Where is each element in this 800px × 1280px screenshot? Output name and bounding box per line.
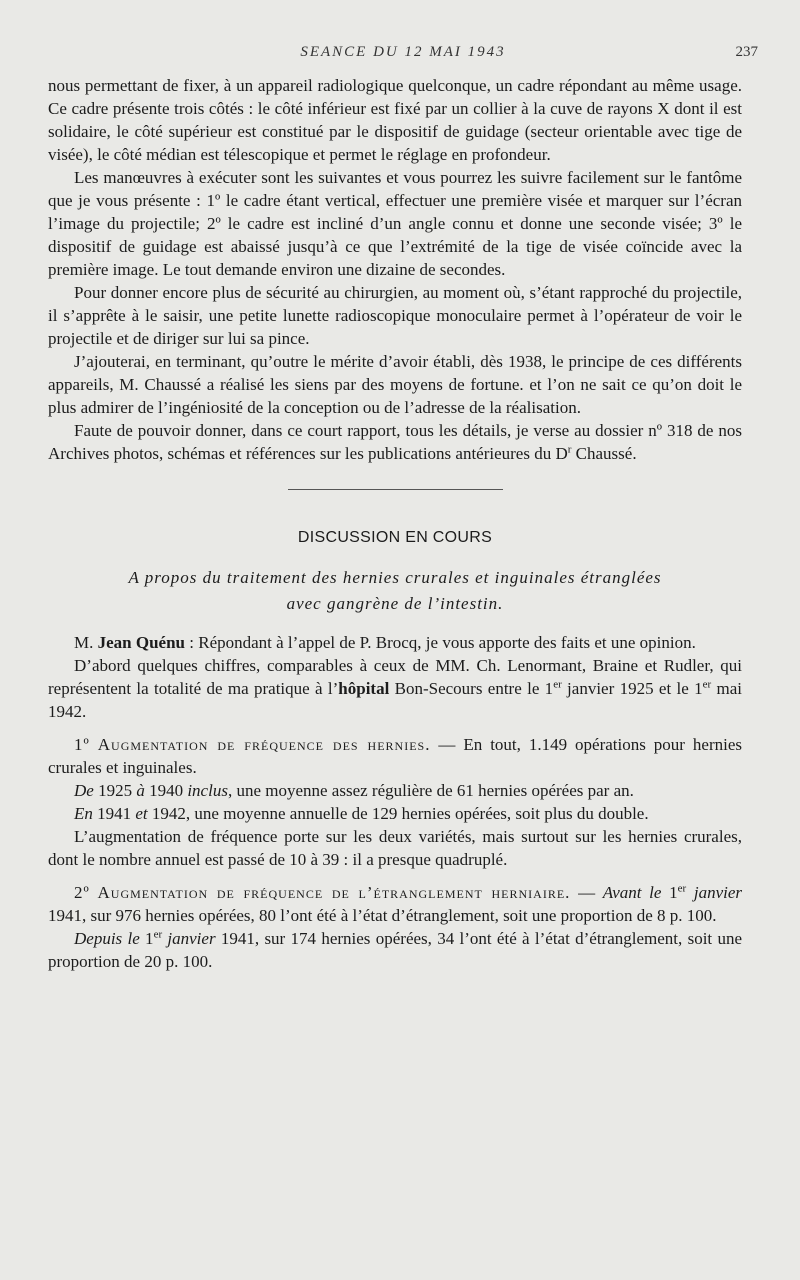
text: Bon-Secours entre le 1 — [389, 679, 554, 698]
text: 1 — [661, 883, 678, 902]
text: Avant le — [602, 883, 662, 902]
separator-rule — [288, 489, 503, 490]
text: 1925 — [93, 781, 137, 800]
text: janvier — [686, 883, 743, 902]
text: janvier — [162, 929, 216, 948]
document-body — [48, 74, 742, 973]
paragraph-1925 — [48, 779, 742, 802]
text: 1 — [139, 929, 154, 948]
paragraph: nous permettant de fixer, à un appareil radiologique quelconque, un cadre répondant au même usage. Ce cadre présente trois côtés : le côté inférieur est fixé par un collier à la cuve de rayons X dont il est solidaire, le côté supérieur est constitué par le dispositif de guidage (secteur orientable avec tige de visée), le côté médian est télescopique et permet le réglage en profondeur. — [48, 76, 742, 164]
superscript: er — [702, 678, 712, 691]
text: Faute de pouvoir donner, dans ce court rapport, tous les détails, je verse au dossier nº 318 de nos Archives photos, schémas et références sur les publications antérieures du D — [48, 421, 742, 463]
text: 1941, sur 976 hernies opérées, 80 l’ont été à l’état d’étranglement, soit une proportion de 8 p. 100. — [48, 906, 717, 925]
text: et — [135, 804, 148, 823]
paragraph-point2 — [48, 881, 742, 927]
paragraph-augmentation: L’augmentation de fréquence porte sur les deux variétés, mais surtout sur les hernies crurales, dont le nombre annuel est passé de 10 à 39 : il a presque quadruplé. — [48, 827, 742, 869]
text: M. — [74, 633, 98, 652]
text: D’abord quelques chiffres, comparables à ceux de MM. Ch. Lenormant, Braine et Rudler, qui représentent la totalité de ma pratique à l’ — [48, 656, 742, 698]
text: , une moyenne assez régulière de 61 hernies opérées par an. — [227, 781, 634, 800]
running-title: SEANCE DU 12 MAI 1943 — [300, 44, 506, 60]
text: — — [570, 883, 603, 902]
paragraph-depuis — [48, 927, 742, 973]
text: En — [74, 804, 93, 823]
section-subtitle — [48, 565, 742, 617]
text: mai 1942. — [48, 679, 742, 721]
point-heading: 2º Augmentation de fréquence de l’étranglement herniaire. — [74, 883, 571, 902]
page-number: 237 — [735, 44, 758, 60]
text: : Répondant à l’appel de P. Brocq, je vous apporte des faits et une opinion. — [185, 633, 696, 652]
section-title: DISCUSSION EN COURS — [297, 529, 493, 546]
point-heading: 1º Augmentation de fréquence des hernies. — [74, 735, 431, 754]
paragraph: J’ajouterai, en terminant, qu’outre le mérite d’avoir établi, dès 1938, le principe de ces différents appareils, M. Chaussé a réalisé les siens par des moyens de fortune. et l’on ne sait ce qu’on doit le plus admirer de l’ingéniosité de la conception ou de l’adresse de la réalisation. — [48, 352, 742, 417]
subtitle-line: A propos du traitement des hernies crurales et inguinales étranglées — [128, 568, 662, 587]
paragraph-faute — [48, 419, 742, 465]
paragraph-quenu — [48, 631, 742, 654]
paragraph: Pour donner encore plus de sécurité au chirurgien, au moment où, s’étant rapproché du projectile, il s’apprête à le saisir, une petite lunette radioscopique monoculaire permet à l’opérateur de voir le projectile et de diriger sur lui sa pince. — [48, 283, 742, 348]
text: à — [136, 781, 145, 800]
running-header — [48, 44, 758, 68]
paragraph-point1 — [48, 733, 742, 779]
text: hôpital — [338, 679, 390, 698]
superscript: er — [677, 882, 687, 895]
author-name: Jean Quénu — [97, 633, 186, 652]
superscript: er — [553, 678, 562, 691]
superscript: er — [153, 928, 163, 941]
subtitle-line: avec gangrène de l’intestin. — [286, 594, 504, 613]
text: 1940 — [144, 781, 188, 800]
text: 1941, sur 174 hernies opérées, 34 l’ont été à l’état d’étranglement, soit une proportion de 20 p. 100. — [48, 929, 742, 971]
text: inclus — [187, 781, 228, 800]
text: 1942, une moyenne annuelle de 129 hernies opérées, soit plus du double. — [147, 804, 649, 823]
text: Depuis le — [74, 929, 140, 948]
text: 1941 — [92, 804, 136, 823]
text: janvier 1925 et le 1 — [561, 679, 703, 698]
paragraph-1941 — [48, 802, 742, 825]
paragraph-abord — [48, 654, 742, 723]
text: — En tout, 1.149 opérations pour hernies crurales et inguinales. — [48, 735, 742, 777]
paragraph: Les manœuvres à exécuter sont les suivantes et vous pourrez les suivre facilement sur le fantôme que je vous présente : 1º le cadre étant vertical, effectuer une première visée et marquer sur l’écran l’image du projectile; 2º le cadre est incliné d’un angle connu et donne une seconde visée; 3º le dispositif de guidage est abaissé jusqu’à ce que l’extrémité de la tige de visée coïncide avec la première image. Le tout demande environ une dizaine de secondes. — [48, 168, 742, 279]
text: Chaussé. — [571, 444, 637, 463]
superscript: r — [567, 443, 572, 456]
text: De — [74, 781, 94, 800]
